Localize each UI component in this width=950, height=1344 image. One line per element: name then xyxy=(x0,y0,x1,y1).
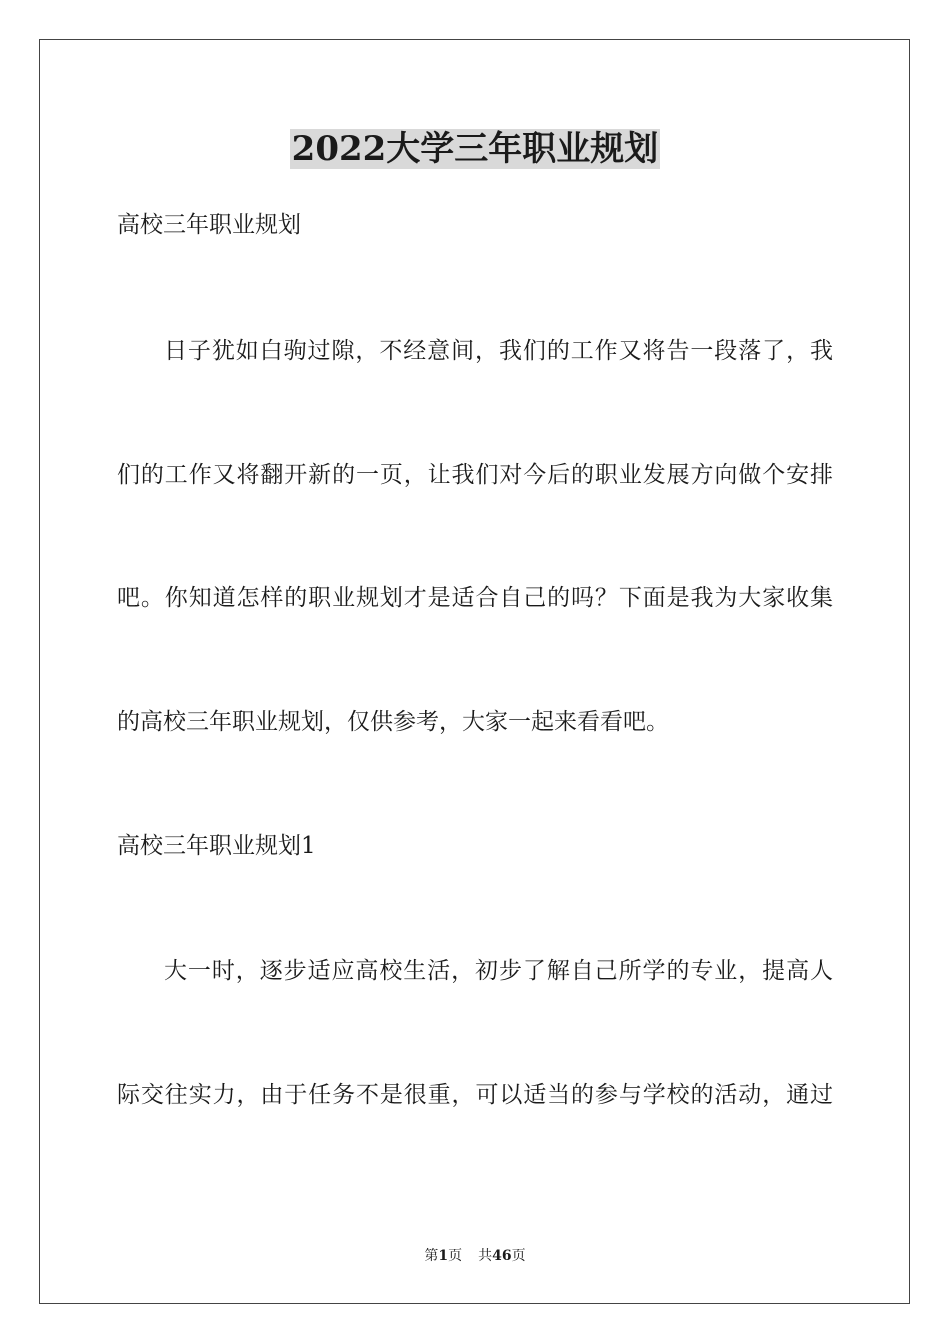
document-title xyxy=(0,127,950,171)
document-title-text: 2022大学三年职业规划 xyxy=(291,129,659,169)
section-line-2: 际交往实力，由于任务不是很重，可以适当的参与学校的活动，通过 xyxy=(117,1082,833,1108)
intro-line-3: 吧。你知道怎样的职业规划才是适合自己的吗？下面是我为大家收集 xyxy=(117,585,833,611)
page-number: 1 xyxy=(438,1248,449,1264)
total-pages: 46 xyxy=(492,1248,512,1264)
section-heading: 高校三年职业规划1 xyxy=(117,833,316,859)
intro-line-2: 们的工作又将翻开新的一页，让我们对今后的职业发展方向做个安排 xyxy=(117,462,833,488)
intro-line-4: 的高校三年职业规划，仅供参考，大家一起来看看吧。 xyxy=(117,709,669,735)
page-prefix: 第 xyxy=(424,1248,439,1264)
page-suffix: 页 xyxy=(448,1248,463,1264)
document-subtitle: 高校三年职业规划 xyxy=(117,212,301,238)
intro-line-1: 日子犹如白驹过隙，不经意间，我们的工作又将告一段落了，我 xyxy=(164,338,833,364)
page-footer xyxy=(0,1247,950,1265)
total-prefix: 共 xyxy=(478,1248,493,1264)
section-line-1: 大一时，逐步适应高校生活，初步了解自己所学的专业，提高人 xyxy=(164,958,833,984)
total-suffix: 页 xyxy=(511,1248,526,1264)
